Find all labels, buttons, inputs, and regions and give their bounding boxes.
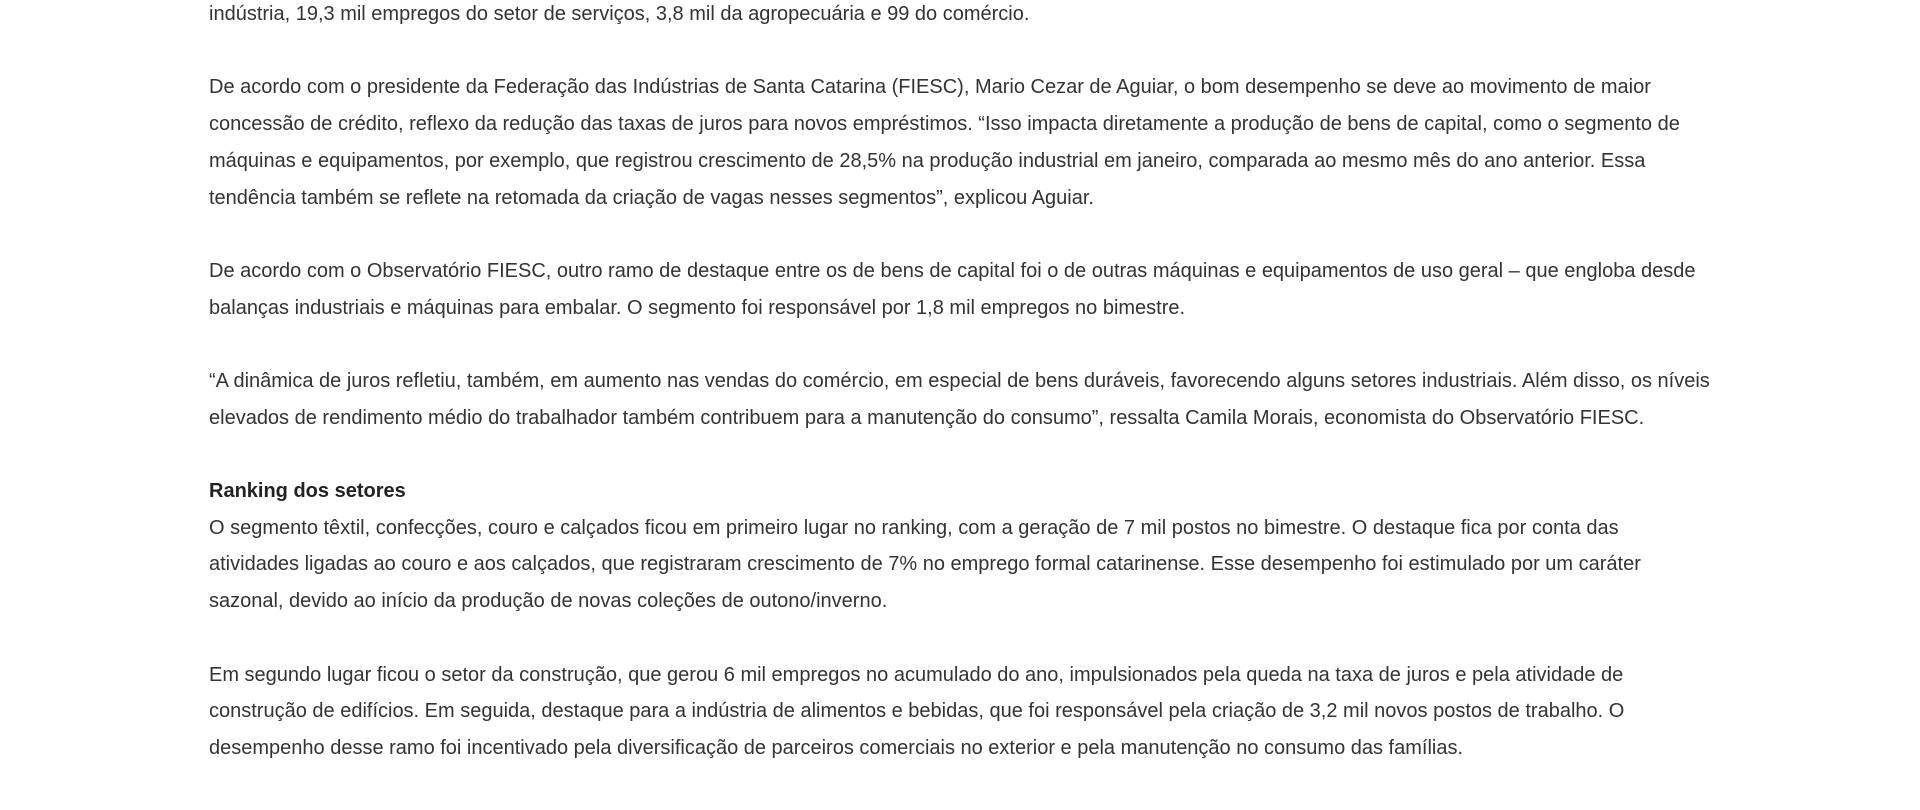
article-paragraph: Em segundo lugar ficou o setor da construção, que gerou 6 mil empregos no acumulado do ano, impulsionados pela queda na taxa de juros e pela atividade de construção de edifícios. Em seguida, destaque para a indústria de alimentos e bebidas, que foi responsável pela criação de 3,2 mil novos postos de trabalho. O desempenho desse ramo foi incentivado pela diversificação de parceiros comerciais no exterior e pela manutenção no consumo das famílias. [209,663,1625,759]
article-paragraph: De acordo com o Observatório FIESC, outro ramo de destaque entre os de bens de capital foi o de outras máquinas e equipamentos de uso geral – que engloba desde balanças industriais e máquinas para embalar. O segmento foi responsável por 1,8 mil empregos no bimestre. [209,259,1696,319]
article-paragraph: De acordo com o presidente da Federação das Indústrias de Santa Catarina (FIESC), Mario Cezar de Aguiar, o bom desempenho se deve ao movimento de maior concessão de crédito, reflexo da redução das taxas de juros para novos empréstimos. “Isso impacta diretamente a produção de bens de capital, como o segmento de máquinas e equipamentos, por exemplo, que registrou crescimento de 28,5% na produção industrial em janeiro, comparada ao mesmo mês do ano anterior. Essa tendência também se reflete na retomada da criação de vagas nesses segmentos”, explicou Aguiar. [209,76,1680,209]
section-heading: Ranking dos setores [209,480,406,503]
section-block [209,473,1711,620]
article-paragraph: “A dinâmica de juros refletiu, também, em aumento nas vendas do comércio, em especial de bens duráveis, favorecendo alguns setores industriais. Além disso, os níveis elevados de rendimento médio do trabalhador também contribuem para a manutenção do consumo”, ressalta Camila Morais, economista do Observatório FIESC. [209,369,1710,429]
article-paragraph: indústria, 19,3 mil empregos do setor de serviços, 3,8 mil da agropecuária e 99 do comércio. [209,3,1030,25]
article-body [209,0,1711,803]
article-paragraph: O segmento têxtil, confecções, couro e calçados ficou em primeiro lugar no ranking, com a geração de 7 mil postos no bimestre. O destaque fica por conta das atividades ligadas ao couro e aos calçados, que registraram crescimento de 7% no emprego formal catarinense. Esse desempenho foi estimulado por um caráter sazonal, devido ao início da produção de novas coleções de outono/inverno. [209,516,1641,613]
